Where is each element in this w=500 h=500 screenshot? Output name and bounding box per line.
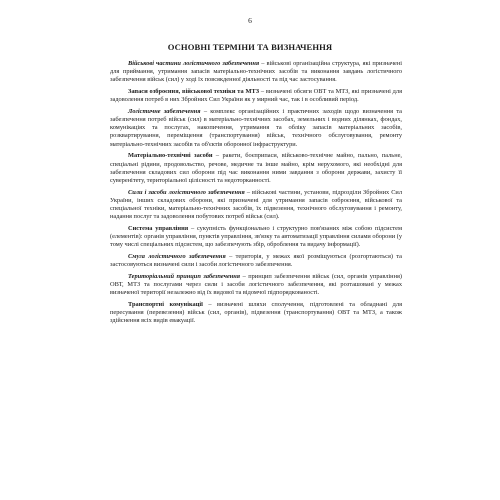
definition-term: Логістичне забезпечення <box>128 107 201 115</box>
definition-text: – визначені шляхи сполучення, підготовлені та обладнані для пересування (перевезення) військ (сил, органів), підвезення (транспортування) ОВТ та МТЗ, а також здійснення всіх видів евакуації. <box>110 300 402 325</box>
definition-term: Матеріально-технічні засоби <box>128 152 213 160</box>
definition-text: – принцип забезпечення військ (сил, органів управління) ОВТ, МТЗ та послугами через сили і засоби логістичного забезпечення, які розташовані у межах визначеної території незалежно від їх видової та відомчої підпорядкованості. <box>110 272 403 297</box>
definition-text: – сукупність функціонально і структурно пов'язаних між собою підсистем (елементів): органів управління, пунктів управління, зв'язку та автоматизації управління силами оборони (у тому числі спеціальних підсистем, що забезпечують збір, оброблення та видачу інформації). <box>110 224 402 249</box>
definition-paragraph <box>110 273 402 297</box>
definition-term: Смуга логістичного забезпечення <box>128 252 226 260</box>
definition-text: – комплекс організаційних і практичних заходів щодо визначення та забезпечення потреб військ (сил) в матеріально-технічних засобах, земельних і водних ділянках, фондах, комунікаціях та послугах, накопичення, утримання та обліку запасів матеріальних засобів, розквартирування, переміщення (транспортування) військ, технічного обслуговування, ремонту матеріально-технічних засобів та об'єктів оборонної інфраструктури. <box>110 107 402 148</box>
definition-text: – військові частини, установи, підрозділи Збройних Сил України, інших складових оборони, які призначені для утримання запасів озброєння, військової та спеціальної техніки, матеріально-технічних засобів, їх підвезення, технічного обслуговування і ремонту, надання послуг та задоволення побутових потреб військ (сил). <box>110 188 402 221</box>
definition-paragraph <box>110 152 402 185</box>
page-title: ОСНОВНІ ТЕРМІНИ ТА ВИЗНАЧЕННЯ <box>167 42 333 52</box>
definition-term: Територіальний принцип забезпечення <box>128 272 241 280</box>
definition-term: Сили і засоби логістичного забезпечення <box>128 188 245 196</box>
definition-paragraph <box>110 189 402 222</box>
definition-term: Система управління <box>128 224 189 232</box>
definition-term: Військові частини логістичного забезпечення <box>128 60 260 67</box>
definition-text: – військові організаційна структура, які призначені для приймання, утримання запасів матеріально-технічних засобів та виконання завдань логістичного забезпечення військ (сил) у ході їх повсякденної діяльності та під час застосування. <box>110 60 403 84</box>
definition-text: – територія, у межах якої розміщуються (розгортаються) та застосовуються визначені сили і засоби логістичного забезпечення. <box>110 252 403 268</box>
definition-paragraph <box>110 225 402 249</box>
definition-paragraph <box>110 108 402 149</box>
definition-text: – визначені обсяги ОВТ та МТЗ, які призначені для задоволення потреб в них Збройних Сил України як у мирний час, так і в особливий період. <box>110 88 402 104</box>
definition-term: Запаси озброєння, військової техніки та МТЗ <box>128 88 260 96</box>
definition-text: – ракети, боєприпаси, військово-технічне майно, пально, пальне, спеціальні рідини, продовольство, речове, медичне та інше майно, крім нерухомого, які необхідні для забезпечення складових сил оборони під час виконання ними завдання з оборони держави, захисту її суверенітету, територіальної цілісності та недоторканності. <box>110 152 402 184</box>
definition-paragraph <box>110 301 402 325</box>
definition-paragraph <box>110 88 402 104</box>
definitions-body <box>110 60 402 329</box>
page-number: 6 <box>248 16 252 25</box>
definition-term: Транспортні комунікації <box>128 300 203 308</box>
definition-paragraph <box>110 253 402 269</box>
definition-paragraph <box>110 60 402 84</box>
